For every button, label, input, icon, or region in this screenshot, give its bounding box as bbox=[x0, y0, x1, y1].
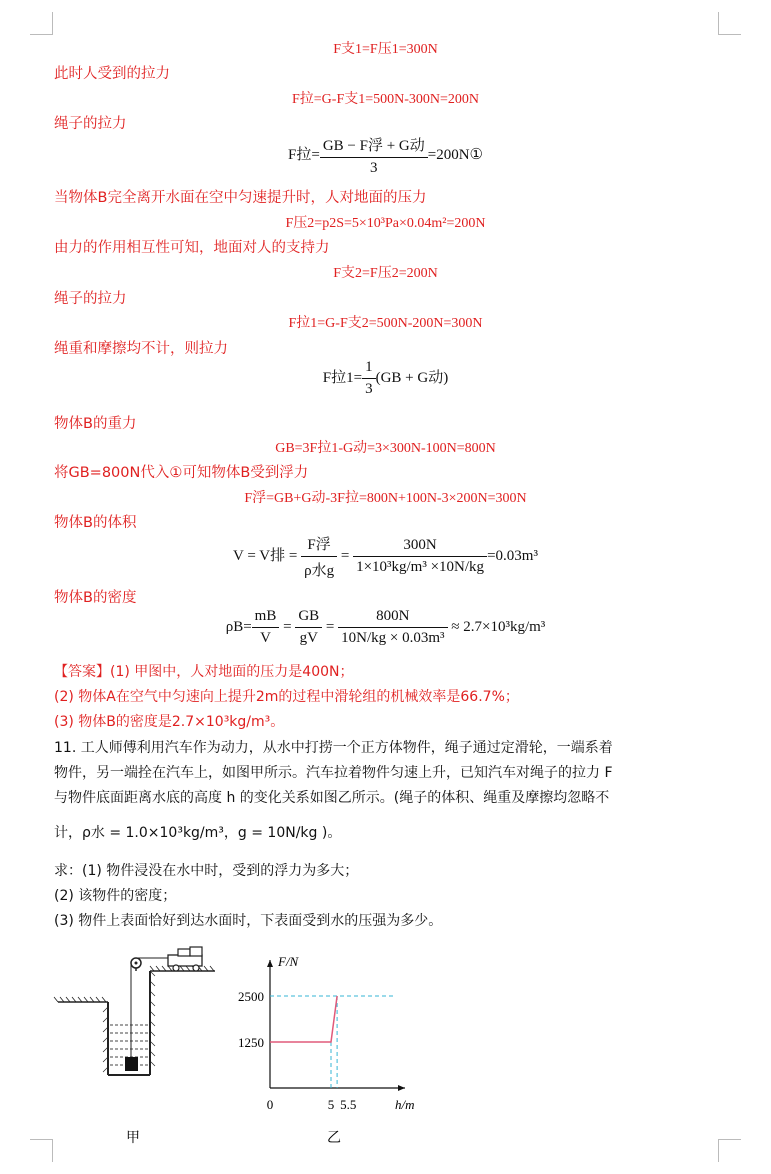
fraction-denominator: 3 bbox=[370, 160, 378, 176]
fraction-numerator: GB − F浮 + G动 bbox=[320, 134, 428, 158]
question-line: 11. 工人师傅利用汽车作为动力，从水中打捞一个正方体物件，绳子通过定滑轮，一端系着 bbox=[54, 740, 613, 756]
equation-line: F拉1=G-F支2=500N-200N=300N bbox=[288, 316, 483, 331]
equals-sign: = bbox=[325, 618, 335, 635]
text-line: 绳子的拉力 bbox=[54, 291, 127, 307]
answer-line: (2) 物体A在空气中匀速向上提升2m的过程中滑轮组的机械效率是66.7%； bbox=[54, 689, 519, 705]
page-corner-mark bbox=[30, 12, 53, 35]
x-tick-label: 0 bbox=[266, 1097, 274, 1112]
answer-line: 【答案】(1) 甲图中，人对地面的压力是400N； bbox=[54, 664, 354, 680]
y-axis-arrow bbox=[267, 960, 273, 967]
question-line: 物件，另一端拴在汽车上，如图甲所示。汽车拉着物件匀速上升，已知汽车对绳子的拉力 F bbox=[54, 765, 613, 781]
question-line: (3) 物件上表面恰好到达水面时，下表面受到水的压强为多少。 bbox=[54, 913, 443, 929]
truck bbox=[168, 947, 202, 971]
formula-tension-1 bbox=[0, 359, 771, 398]
fraction-numerator: 300N bbox=[353, 537, 487, 557]
fraction-numerator: 1 bbox=[362, 359, 376, 379]
x-tick-label: 5.5 bbox=[340, 1097, 357, 1112]
fraction-numerator: mB bbox=[252, 608, 280, 628]
y-tick-label: 1250 bbox=[238, 1035, 264, 1050]
formula-left: F拉1= bbox=[322, 369, 363, 386]
fraction-denominator: 1×10³kg/m³ ×10N/kg bbox=[356, 559, 485, 575]
text-line: 物体B的重力 bbox=[54, 416, 137, 432]
question-line: 求：(1) 物件浸没在水中时，受到的浮力为多大； bbox=[54, 863, 359, 879]
text-line: 物体B的密度 bbox=[54, 590, 137, 606]
formula-tension bbox=[0, 134, 771, 177]
question-line: (2) 该物件的密度； bbox=[54, 888, 177, 904]
ground-left bbox=[54, 997, 108, 1002]
text-line: 此时人受到的拉力 bbox=[54, 66, 170, 82]
equation-line: F浮=GB+G动-3F拉=800N+100N-3×200N=300N bbox=[244, 491, 527, 506]
text-line: 将GB=800N代入①可知物体B受到浮力 bbox=[54, 465, 309, 481]
fraction bbox=[252, 608, 280, 647]
equals-sign: = bbox=[283, 618, 292, 635]
fraction-denominator: 10N/kg × 0.03m³ bbox=[341, 630, 445, 646]
rope bbox=[131, 958, 180, 1057]
equation-line: F拉=G-F支1=500N-300N=200N bbox=[291, 92, 480, 107]
y-tick-label: 2500 bbox=[238, 989, 264, 1004]
equation-line: F支1=F压1=300N bbox=[333, 42, 438, 57]
formula-left: ρB= bbox=[225, 618, 252, 635]
formula-left: F拉= bbox=[288, 146, 320, 163]
ground-right bbox=[150, 966, 215, 971]
fraction bbox=[295, 608, 322, 647]
fraction-denominator: ρ水g bbox=[304, 563, 335, 579]
fraction-numerator: 800N bbox=[338, 608, 447, 628]
cube-object bbox=[125, 1057, 138, 1071]
figure-yi-chart bbox=[225, 948, 425, 1118]
fraction-denominator: V bbox=[260, 630, 271, 646]
page-corner-mark bbox=[718, 12, 741, 35]
text-line: 绳重和摩擦均不计，则拉力 bbox=[54, 341, 228, 357]
pulley bbox=[131, 958, 141, 971]
series-line bbox=[270, 996, 337, 1042]
equals-sign: = bbox=[340, 547, 350, 564]
fraction-denominator: gV bbox=[299, 630, 318, 646]
figure-label-yi: 乙 bbox=[327, 1130, 341, 1146]
page-corner-mark bbox=[718, 1139, 741, 1162]
page-corner-mark bbox=[30, 1139, 53, 1162]
fraction-denominator: 3 bbox=[365, 381, 373, 397]
equation-line: F压2=p2S=5×10³Pa×0.04m²=200N bbox=[285, 216, 486, 231]
fraction bbox=[338, 608, 447, 647]
formula-density bbox=[0, 608, 771, 647]
fraction bbox=[320, 134, 428, 177]
x-tick-label: 5 bbox=[327, 1097, 335, 1112]
figure-label-jia: 甲 bbox=[126, 1130, 140, 1146]
fraction-numerator: F浮 bbox=[301, 533, 337, 557]
formula-volume bbox=[0, 533, 771, 580]
fraction bbox=[353, 537, 487, 576]
fraction bbox=[362, 359, 376, 398]
question-line: 与物件底面距离水底的高度 h 的变化关系如图乙所示。(绳子的体积、绳重及摩擦均忽略不 bbox=[54, 790, 610, 806]
equation-line: F支2=F压2=200N bbox=[333, 266, 438, 281]
text-line: 由力的作用相互性可知，地面对人的支持力 bbox=[54, 240, 330, 256]
x-axis-arrow bbox=[398, 1085, 405, 1091]
formula-right: (GB + G动) bbox=[375, 369, 449, 386]
formula-right: =200N① bbox=[427, 146, 483, 163]
formula-right: ≈ 2.7×10³kg/m³ bbox=[451, 618, 546, 635]
question-line: 计，ρ水 = 1.0×10³kg/m³，g = 10N/kg )。 bbox=[54, 825, 342, 841]
x-axis-label: h/m bbox=[395, 1097, 415, 1112]
text-line: 当物体B完全离开水面在空中匀速提升时，人对地面的压力 bbox=[54, 190, 427, 206]
fraction bbox=[301, 533, 337, 580]
text-line: 物体B的体积 bbox=[54, 515, 137, 531]
y-axis-label: F/N bbox=[278, 954, 299, 969]
text-line: 绳子的拉力 bbox=[54, 116, 127, 132]
formula-left: V = V排 = bbox=[233, 547, 298, 564]
equation-line: GB=3F拉1-G动=3×300N-100N=800N bbox=[275, 441, 496, 456]
fraction-numerator: GB bbox=[295, 608, 322, 628]
formula-right: =0.03m³ bbox=[487, 547, 538, 564]
figure-jia-diagram bbox=[50, 945, 225, 1090]
answer-line: (3) 物体B的密度是2.7×10³kg/m³。 bbox=[54, 714, 285, 730]
